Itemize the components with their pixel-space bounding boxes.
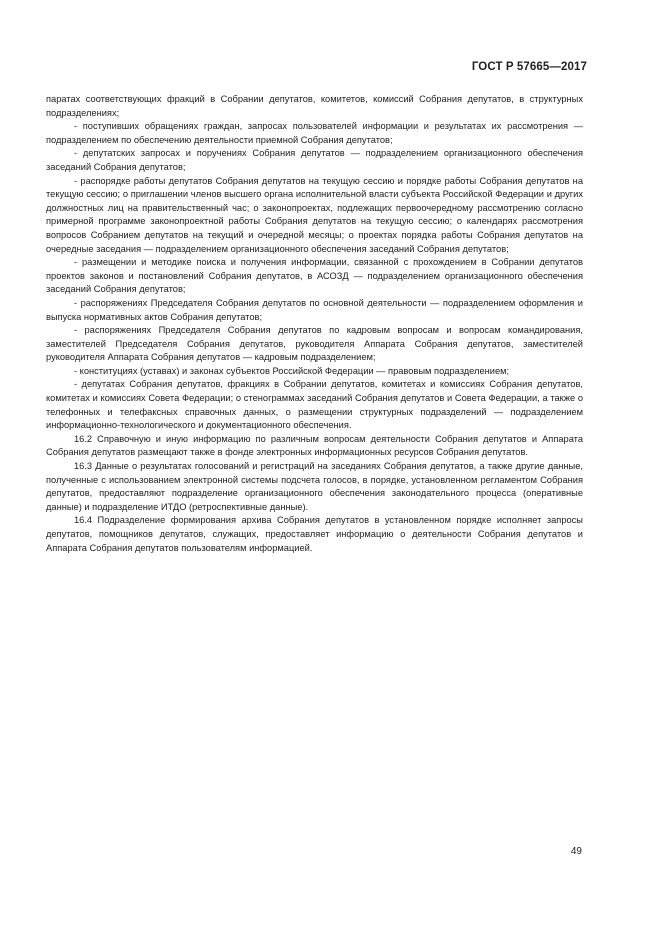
section-16-3-paragraph: 16.3 Данные о результатах голосований и регистраций на заседаниях Собрания депутатов, а также другие данные, полученные с использованием электронной системы подсчета голосов, в порядке, установленном регламентом Собрания депутатов, предоставляют подразделение организационного обеспечения законодательного процесса (оперативные данные) и подразделение ИТДО (ретроспективные данные). — [46, 461, 583, 512]
body-paragraph: - распоряжениях Председателя Собрания депутатов по кадровым вопросам и вопросам командирования, заместителей Председателя Собрания депутатов, руководителя Аппарата Собрания депутатов, заместителей руководителя Аппарата Собрания депутатов — кадровым подразделением; — [46, 325, 583, 363]
body-paragraph: - конституциях (уставах) и законах субъектов Российской Федерации — правовым подразделением; — [74, 365, 510, 376]
body-paragraph: - депутатских запросах и поручениях Собрания депутатов — подразделением организационного обеспечения заседаний Собрания депутатов; — [46, 148, 583, 172]
body-paragraph: - распорядке работы депутатов Собрания депутатов на текущую сессию и порядке работы Собрания депутатов на текущую сессию; о приглашении членов высшего органа исполнительной власти субъекта Российской Федерации и других должностных лиц на правительственный час; о законопроектах, подлежащих первоочередному рассмотрению согласно примерной программе законопроектной работы Собрания депутатов на текущую сессию; о календарях рассмотрения вопросов Собранием депутатов на текущий и очередной месяцы; о проектах порядка работы Собрания депутатов на очередные заседания — подразделением организационного обеспечения заседаний Собрания депутатов; — [46, 175, 583, 254]
section-16-4-paragraph: 16.4 Подразделение формирования архива Собрания депутатов в установленном порядке исполняет запросы депутатов, помощников депутатов, служащих, предоставляет информацию о деятельности Собрания депутатов и Аппарата Собрания депутатов пользователям информацией. — [46, 515, 583, 553]
body-paragraph: - распоряжениях Председателя Собрания депутатов по основной деятельности — подразделением оформления и выпуска нормативных актов Собрания депутатов; — [46, 297, 583, 322]
document-body — [46, 93, 583, 555]
body-paragraph: - поступивших обращениях граждан, запросах пользователей информации и результатах их рассмотрения — подразделением по обеспечению деятельности приемной Собрания депутатов; — [46, 121, 583, 145]
body-paragraph: - размещении и методике поиска и получения информации, связанной с прохождением в Собрании депутатов проектов законов и постановлений Собрания депутатов, в АСОЗД — подразделением организационного обеспечения заседаний Собрания депутатов; — [46, 257, 583, 295]
document-header-standard-code: ГОСТ Р 57665—2017 — [471, 61, 587, 73]
page-number: 49 — [570, 846, 582, 857]
section-16-2-paragraph: 16.2 Справочную и иную информацию по различным вопросам деятельности Собрания депутатов и Аппарата Собрания депутатов размещают также в фонде электронных информационных ресурсов Собрания депутатов. — [46, 433, 583, 458]
body-paragraph: паратах соответствующих фракций в Собрании депутатов, комитетов, комиссий Собрания депутатов, в структурных подразделениях; — [46, 94, 583, 118]
body-paragraph: - депутатах Собрания депутатов, фракциях в Собрании депутатов, комитетах и комиссиях Собрания депутатов, комитетах и комиссиях Совета Федерации; о стенограммах заседаний Собрания депутатов и Совета Федерации, а также о телефонных и телефаксных справочных данных, о размещении структурных подразделений — подразделением информационно-технологического и документационного обеспечения. — [46, 379, 583, 431]
